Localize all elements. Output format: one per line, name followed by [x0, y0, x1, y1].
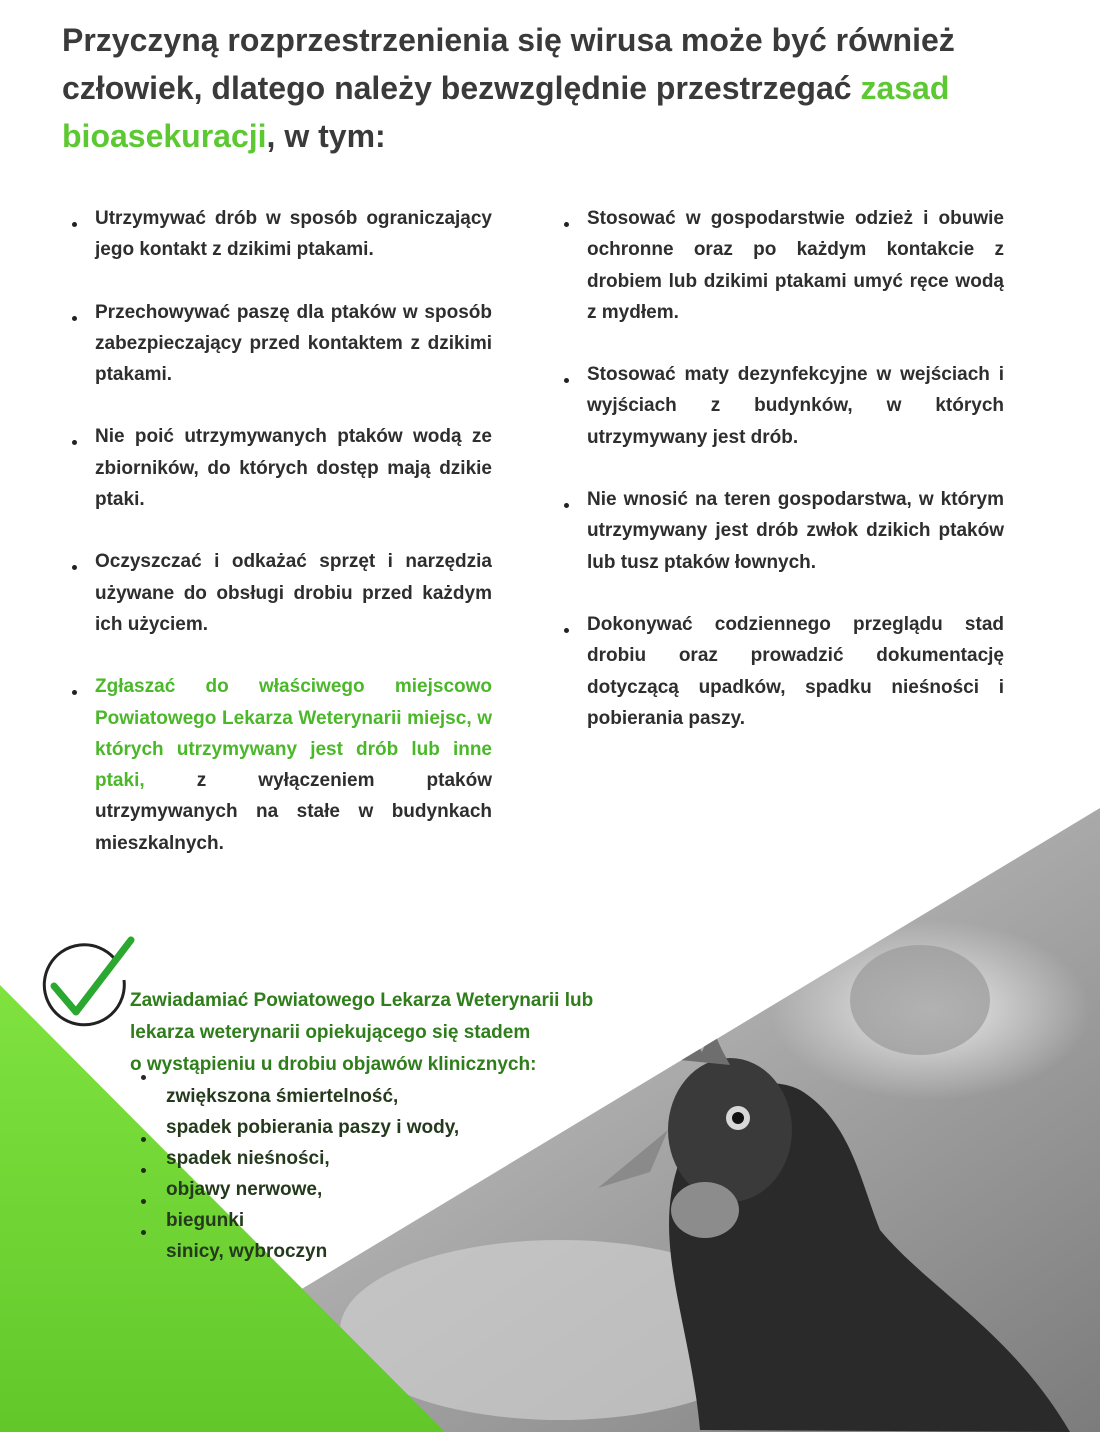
list-item: Dokonywać codziennego przeglądu stad drobiu oraz prowadzić dokumentację dotyczącą upadków, spadku nieśności i pobierania paszy.: [562, 609, 1004, 734]
symptom-item: zwiększona śmiertelność,: [135, 1081, 555, 1112]
rules-list-left: [70, 203, 492, 890]
list-item: Oczyszczać i odkażać sprzęt i narzędzia używane do obsługi drobiu przed każdym ich użyciem.: [70, 546, 492, 640]
symptom-item: sinicy, wybroczyn: [135, 1236, 555, 1267]
list-item: Stosować w gospodarstwie odzież i obuwie ochronne oraz po każdym kontakcie z drobiem lub dzikimi ptakami umyć ręce wodą z mydłem.: [562, 203, 1004, 328]
symptom-item: biegunki: [135, 1205, 555, 1236]
rules-list-right: [562, 203, 1004, 765]
list-item: Nie poić utrzymywanych ptaków wodą ze zbiorników, do których dostęp mają dzikie ptaki.: [70, 421, 492, 515]
list-item: Utrzymywać drób w sposób ograniczający jego kontakt z dzikimi ptakami.: [70, 203, 492, 266]
page-title: Przyczyną rozprzestrzenienia się wirusa może być również człowiek, dlatego należy bezwzględnie przestrzegać zasad bioasekuracji, w tym:: [62, 22, 955, 154]
symptom-item: spadek pobierania paszy i wody,: [166, 1117, 460, 1138]
symptoms-list: [135, 1081, 555, 1267]
heading-highlight: zasad bioasekuracji: [62, 70, 950, 154]
list-item: Stosować maty dezynfekcyjne w wejściach i wyjściach z budynków, w których utrzymywany jest drób.: [562, 359, 1004, 453]
notify-text: Zawiadamiać Powiatowego Lekarza Weterynarii lub lekarza weterynarii opiekującego się stadem o wystąpieniu u drobiu objawów klinicznych:: [130, 990, 594, 1075]
list-item-highlight: Zgłaszać do właściwego miejscowo Powiatowego Lekarza Weterynarii miejsc, w których utrzymywany jest drób lub inne ptaki, z wyłączeniem ptaków utrzymywanych na stałe w budynkach mieszkalnych.: [70, 671, 492, 859]
symptom-item: objawy nerwowe,: [135, 1174, 555, 1205]
list-item: Przechowywać paszę dla ptaków w sposób zabezpieczający przed kontaktem z dzikimi ptakami.: [70, 297, 492, 391]
symptom-item: spadek nieśności,: [135, 1143, 555, 1174]
list-item: Nie wnosić na teren gospodarstwa, w którym utrzymywany jest drób zwłok dzikich ptaków lub tusz ptaków łownych.: [562, 484, 1004, 578]
checkmark-circle-icon: [36, 936, 136, 1036]
